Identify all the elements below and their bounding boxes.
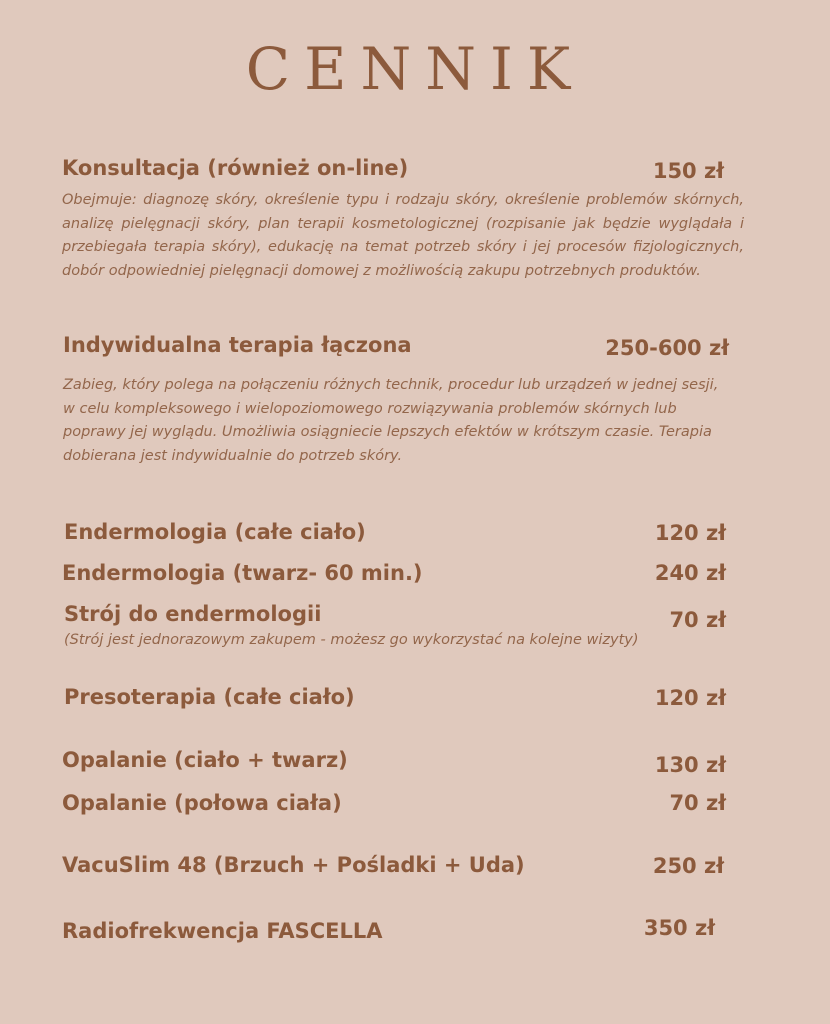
- service-price-endermologia-cialo: 120 zł: [654, 521, 726, 545]
- service-price-vacuslim: 250 zł: [652, 854, 724, 878]
- service-price-opalanie-cialo-twarz: 130 zł: [654, 753, 726, 777]
- service-description-terapia-laczona: Zabieg, który polega na połączeniu różnych technik, procedur lub urządzeń w jednej sesji, w celu kompleksowego i wielopoziomowego rozwiązywania problemów skórnych lub poprawy jej wyglądu. Umożliwia osiągniecie lepszych efektów w krótszym czasie. Terapia dobierana jest indywidualnie do potrzeb skóry.: [63, 377, 719, 464]
- service-name-opalanie-cialo-twarz: Opalanie (ciało + twarz): [62, 748, 348, 772]
- service-name-radiofrekwencja: Radiofrekwencja FASCELLA: [62, 919, 383, 943]
- service-name-endermologia-cialo: Endermologia (całe ciało): [64, 520, 366, 544]
- service-price-radiofrekwencja: 350 zł: [643, 916, 715, 940]
- service-name-opalanie-polowa: Opalanie (połowa ciała): [62, 791, 342, 815]
- service-name-endermologia-twarz: Endermologia (twarz- 60 min.): [62, 561, 423, 585]
- service-name-konsultacja: Konsultacja (również on-line): [62, 156, 409, 180]
- service-price-stroj: 70 zł: [669, 608, 726, 632]
- service-price-konsultacja: 150 zł: [652, 159, 724, 183]
- service-name-vacuslim: VacuSlim 48 (Brzuch + Pośladki + Uda): [62, 853, 525, 877]
- service-name-terapia-laczona: Indywidualna terapia łączona: [63, 333, 412, 357]
- service-name-stroj: Strój do endermologii: [64, 602, 322, 626]
- page-title: CENNIK: [245, 35, 585, 103]
- service-price-endermologia-twarz: 240 zł: [654, 561, 726, 585]
- service-note-stroj: (Strój jest jednorazowym zakupem - możesz go wykorzystać na kolejne wizyty): [64, 632, 639, 648]
- service-price-presoterapia: 120 zł: [654, 686, 726, 710]
- service-price-opalanie-polowa: 70 zł: [669, 791, 726, 815]
- service-name-presoterapia: Presoterapia (całe ciało): [64, 685, 355, 709]
- service-price-terapia-laczona: 250-600 zł: [605, 336, 729, 360]
- service-description-konsultacja: Obejmuje: diagnozę skóry, określenie typu i rodzaju skóry, określenie problemów skórnych, analizę pielęgnacji skóry, plan terapii kosmetologicznej (rozpisanie jak będzie wyglądała i przebiegała terapia skóry), edukację na temat potrzeb skóry i jej procesów fizjologicznych, dobór odpowiedniej pielęgnacji domowej z możliwością zakupu potrzebnych produktów.: [62, 192, 744, 279]
